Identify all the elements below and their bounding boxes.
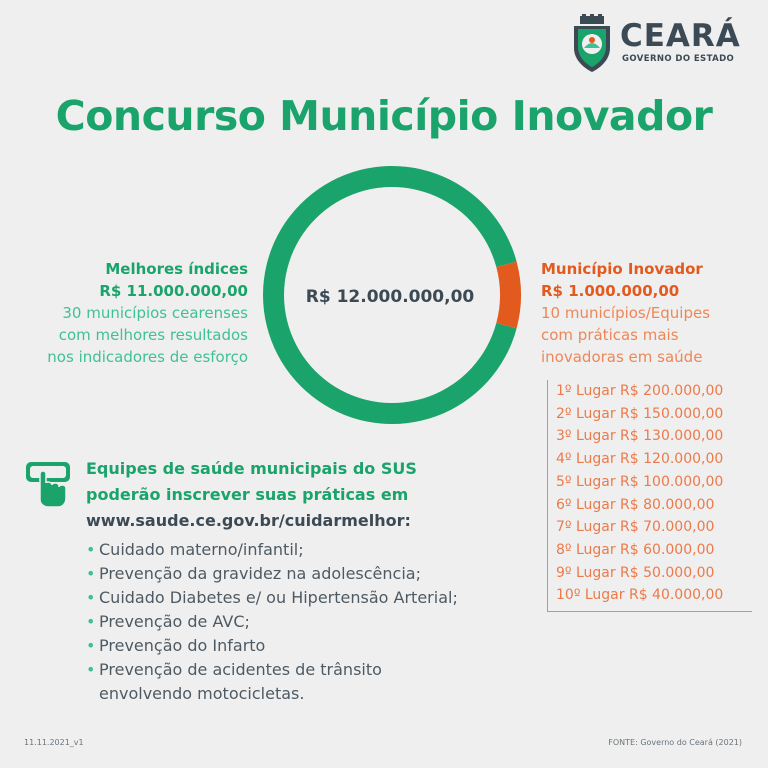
cta-line-2: poderão inscrever suas práticas em [86, 485, 409, 504]
right-legend-title: Município Inovador [541, 260, 703, 278]
cta-text [86, 456, 506, 534]
prize-item: 5º Lugar R$ 100.000,00 [556, 473, 724, 490]
list-item-text: Cuidado materno/infantil; [99, 540, 304, 559]
right-legend-amount: R$ 1.000.000,00 [541, 282, 680, 300]
prize-item: 7º Lugar R$ 70.000,00 [556, 519, 715, 536]
bullet-icon: • [86, 612, 96, 631]
right-legend-desc-2: com práticas mais [541, 326, 679, 344]
left-legend [10, 258, 248, 368]
donut-total-label: R$ 12.000.000,00 [305, 287, 475, 307]
brand-name: CEARÁ [620, 18, 741, 54]
right-legend [541, 258, 766, 368]
donut-slice-municipio-inovador [496, 262, 521, 329]
list-item [86, 634, 556, 658]
list-item [86, 538, 556, 562]
bullet-icon: • [86, 564, 96, 583]
list-item [86, 586, 556, 610]
list-item-text: envolvendo motocicletas. [99, 684, 305, 703]
left-legend-desc-3: nos indicadores de esforço [47, 348, 248, 366]
list-item-text: Prevenção de AVC; [99, 612, 250, 631]
bullet-icon: • [86, 660, 96, 679]
right-legend-desc-1: 10 municípios/Equipes [541, 304, 711, 322]
brand-subtitle: GOVERNO DO ESTADO [622, 54, 735, 64]
bullet-icon: • [86, 588, 96, 607]
left-legend-title: Melhores índices [105, 260, 248, 278]
hand-pointer-icon [26, 460, 72, 508]
cta-line-1: Equipes de saúde municipais do SUS [86, 459, 417, 478]
left-legend-desc-1: 30 municípios cearenses [62, 304, 248, 322]
prize-item: 3º Lugar R$ 130.000,00 [556, 428, 724, 445]
list-item-text: Prevenção da gravidez na adolescência; [99, 564, 421, 583]
prize-list [547, 380, 752, 612]
bullet-icon: • [86, 540, 96, 559]
prize-item: 9º Lugar R$ 50.000,00 [556, 564, 715, 581]
prize-item: 8º Lugar R$ 60.000,00 [556, 541, 715, 558]
practice-list [86, 538, 556, 706]
version-label: 11.11.2021_v1 [24, 738, 84, 747]
page-title: Concurso Município Inovador [55, 92, 713, 140]
list-item [86, 562, 556, 586]
list-item [86, 610, 556, 634]
list-item [86, 658, 556, 682]
cta-url[interactable]: www.saude.ce.gov.br/cuidarmelhor: [86, 511, 411, 530]
source-label: FONTE: Governo do Ceará (2021) [608, 738, 742, 747]
bullet-icon: • [86, 636, 96, 655]
list-item-text: Prevenção de acidentes de trânsito [99, 660, 382, 679]
prize-item: 1º Lugar R$ 200.000,00 [556, 383, 724, 399]
left-legend-desc-2: com melhores resultados [58, 326, 248, 344]
prize-item: 4º Lugar R$ 120.000,00 [556, 451, 724, 468]
list-item-text: Cuidado Diabetes e/ ou Hipertensão Arterial; [99, 588, 458, 607]
prize-item: 2º Lugar R$ 150.000,00 [556, 405, 724, 422]
list-item-text: Prevenção do Infarto [99, 636, 266, 655]
prize-item: 6º Lugar R$ 80.000,00 [556, 496, 715, 513]
list-item-continuation [86, 682, 556, 706]
prize-item: 10º Lugar R$ 40.000,00 [556, 587, 724, 604]
left-legend-amount: R$ 11.000.000,00 [99, 282, 248, 300]
right-legend-desc-3: inovadoras em saúde [541, 348, 703, 366]
